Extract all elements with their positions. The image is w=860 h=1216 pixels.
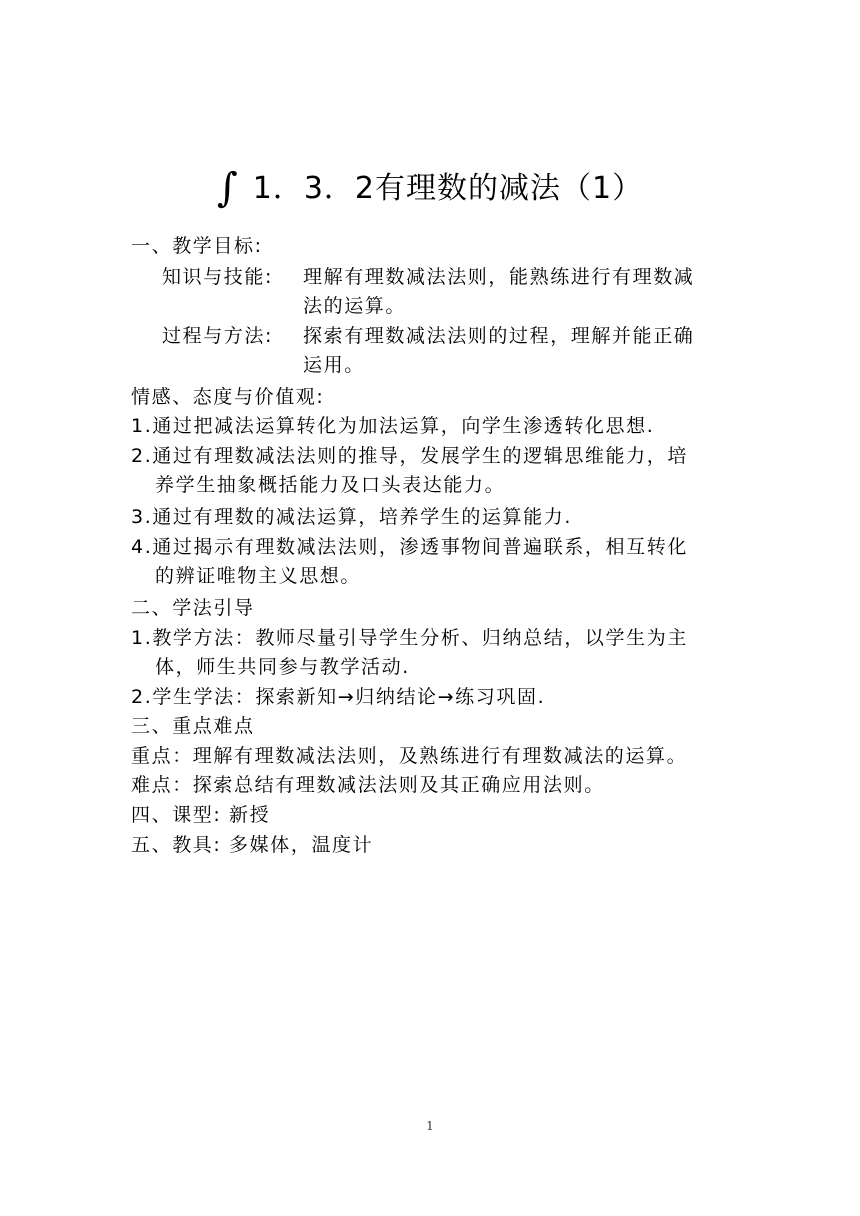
- emotion-item-4: 4.通过揭示有理数减法法则，渗透事物间普遍联系，相互转化: [131, 536, 688, 558]
- emotion-item-1: 1.通过把减法运算转化为加法运算，向学生渗透转化思想.: [131, 415, 655, 437]
- emotion-item-2: 2.通过有理数减法法则的推导，发展学生的逻辑思维能力，培: [131, 445, 688, 467]
- section-teaching-aids: 五、教具: 多媒体，温度计: [131, 834, 374, 856]
- integral-symbol: ∫: [216, 165, 239, 211]
- difficult-point: 难点：探索总结有理数减法法则及其正确应用法则。: [131, 774, 605, 796]
- emotion-item-2-continuation: 养学生抽象概括能力及口头表达能力。: [155, 474, 506, 496]
- emotion-item-4-continuation: 的辨证唯物主义思想。: [155, 565, 362, 587]
- knowledge-skills-line-1: 理解有理数减法法则，能熟练进行有理数减: [303, 266, 695, 288]
- process-method-label: 过程与方法:: [162, 325, 274, 347]
- method-item-2: 2.学生学法：探索新知→归纳结论→练习巩固.: [131, 686, 546, 708]
- section-teaching-goals: 一、教学目标:: [131, 235, 263, 257]
- method-item-1-continuation: 体，师生共同参与教学活动.: [155, 656, 410, 678]
- title-text: 1．3．2有理数的减法（1）: [252, 171, 644, 206]
- section-study-guide: 二、学法引导: [131, 597, 255, 619]
- knowledge-skills-label: 知识与技能:: [162, 266, 274, 288]
- page-number: 1: [426, 1119, 434, 1133]
- method-item-1: 1.教学方法：教师尽量引导学生分析、归纳总结，以学生为主: [131, 627, 688, 649]
- section-lesson-type: 四、课型: 新授: [131, 804, 271, 826]
- process-method-line-2: 运用。: [303, 354, 365, 376]
- section-key-points: 三、重点难点: [131, 715, 255, 737]
- knowledge-skills-line-2: 法的运算。: [303, 295, 407, 317]
- page-title: [0, 162, 860, 211]
- emotion-heading: 情感、态度与价值观:: [131, 386, 325, 408]
- process-method-line-1: 探索有理数减法法则的过程，理解并能正确: [303, 325, 695, 347]
- emotion-item-3: 3.通过有理数的减法运算，培养学生的运算能力.: [131, 506, 572, 528]
- key-point: 重点：理解有理数减法法则，及熟练进行有理数减法的运算。: [131, 745, 688, 767]
